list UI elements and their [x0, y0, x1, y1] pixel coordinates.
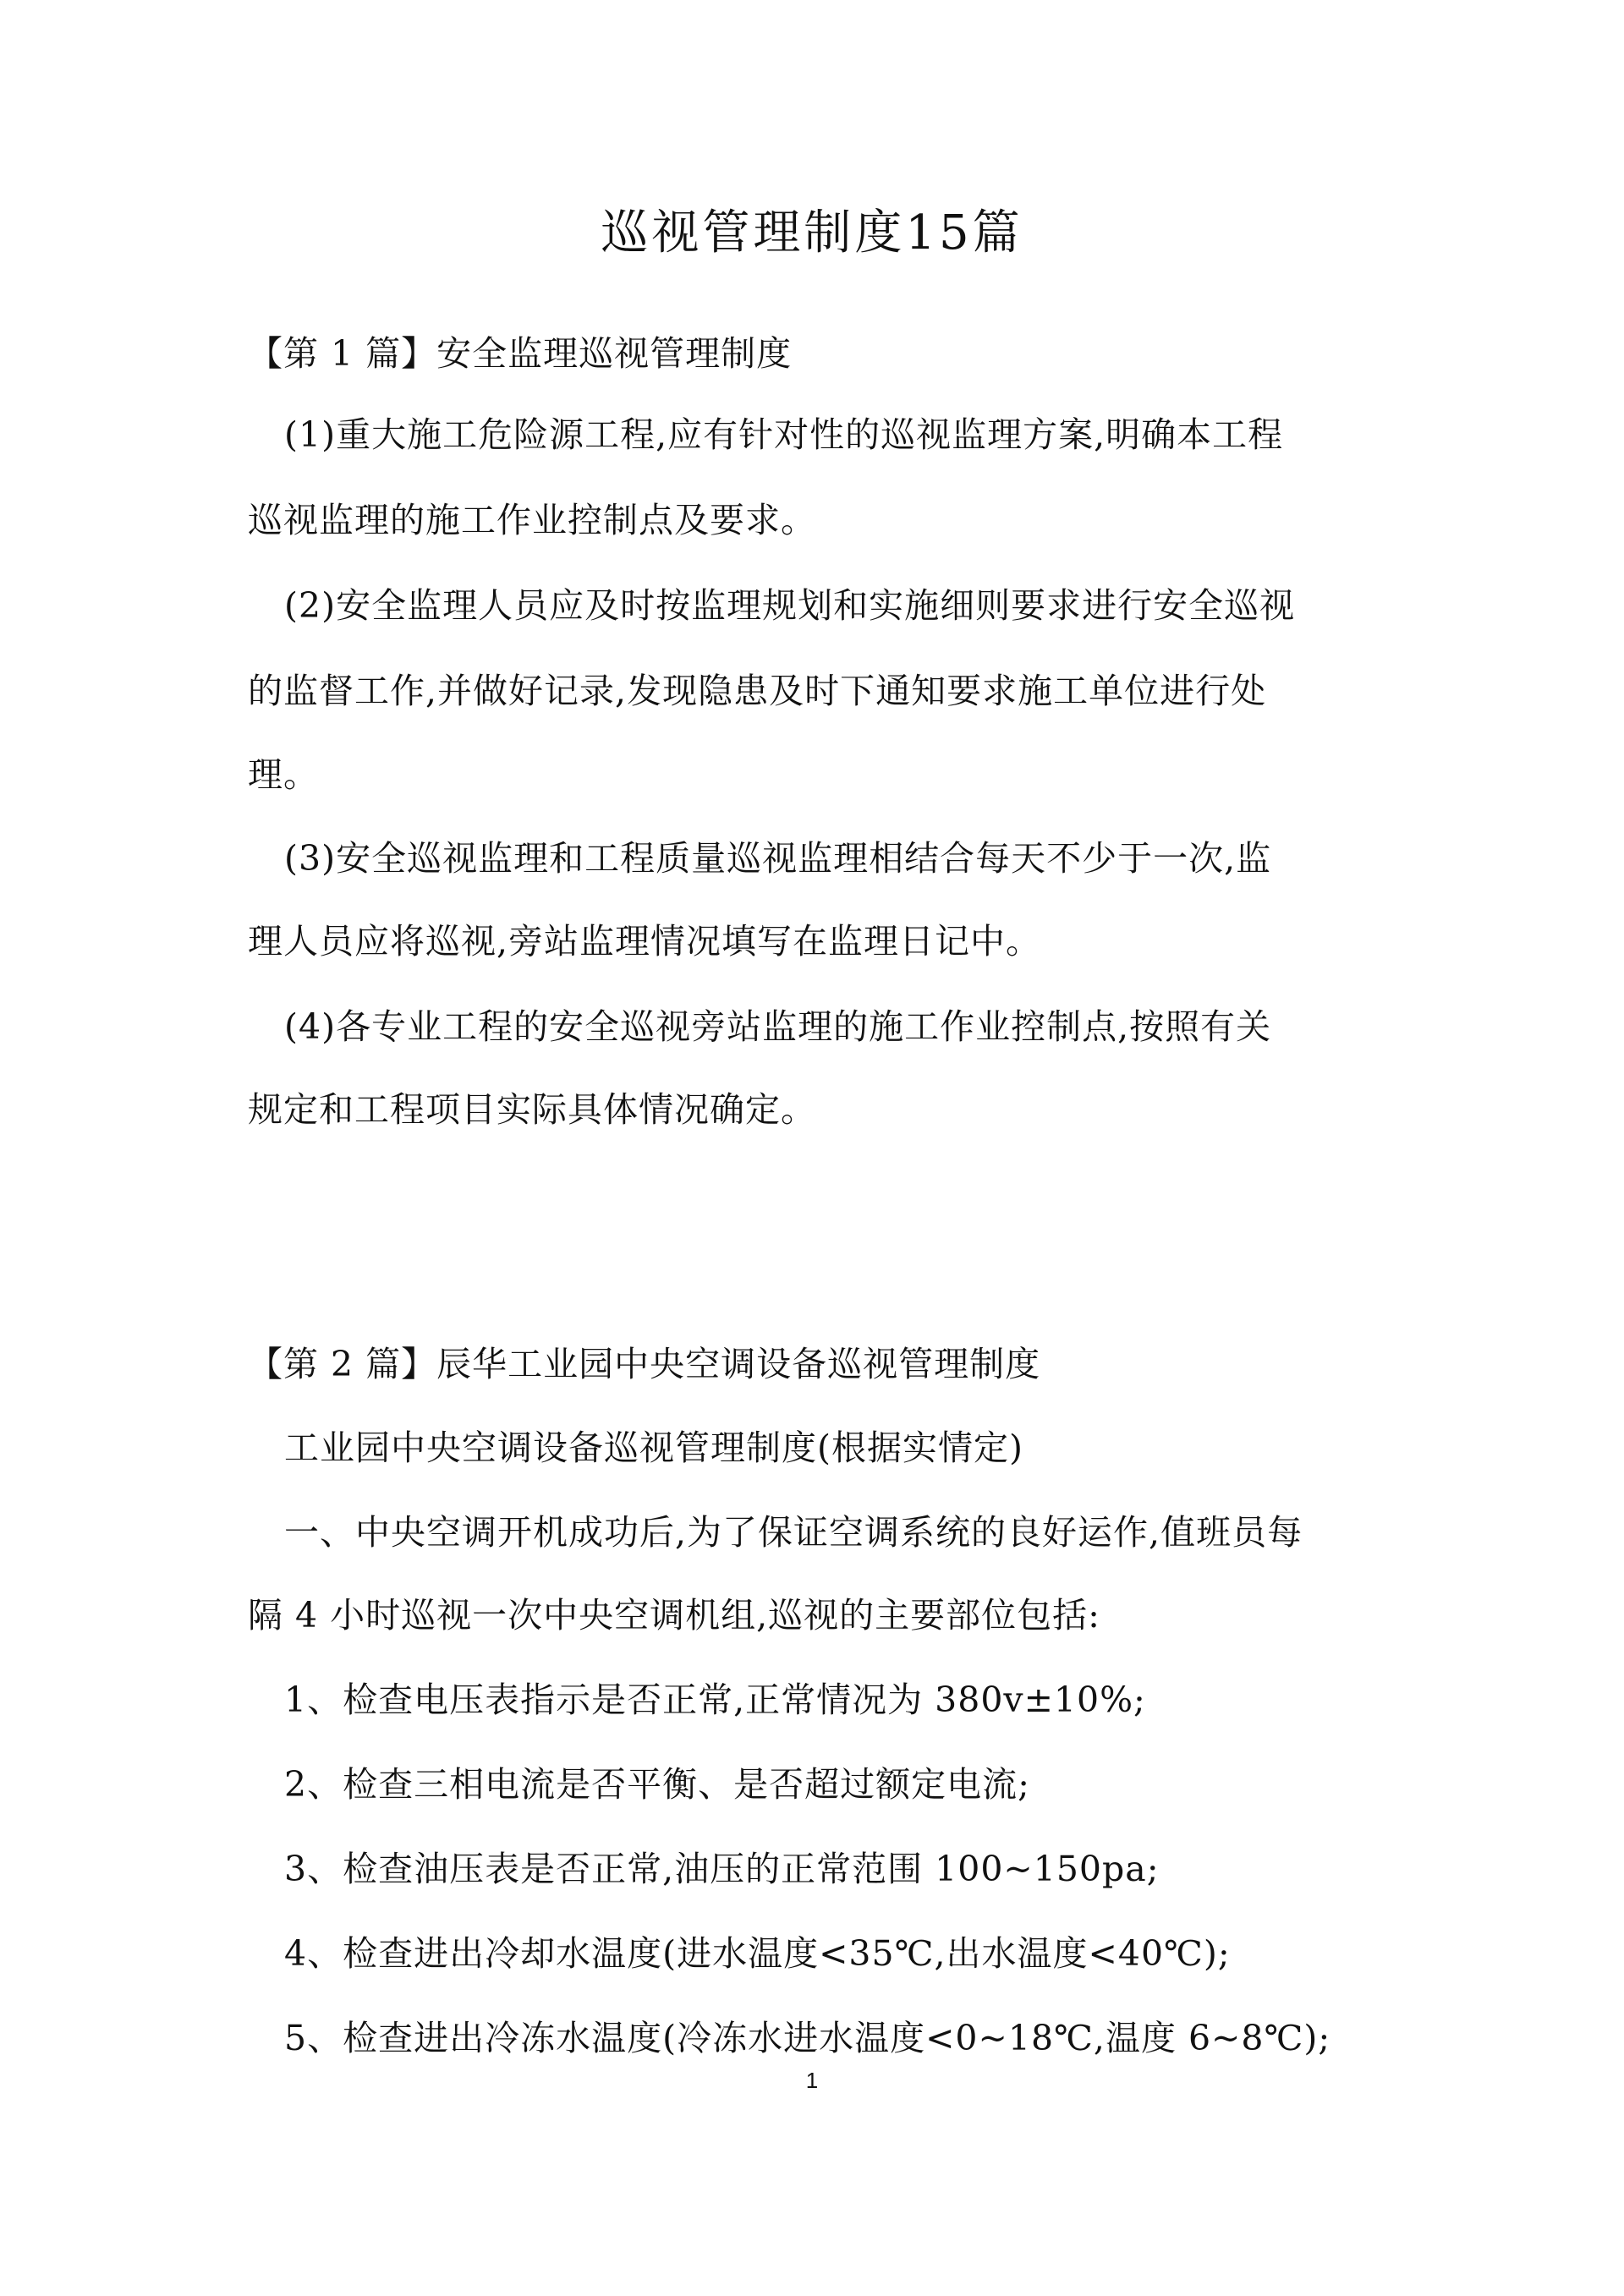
section-2-line: 隔 4 小时巡视一次中央空调机组,巡视的主要部位包括: [248, 1595, 1100, 1636]
section-1-line: (4)各专业工程的安全巡视旁站监理的施工作业控制点,按照有关 [284, 1006, 1272, 1047]
section-1-heading: 【第 1 篇】安全监理巡视管理制度 [248, 333, 793, 374]
section-1-line: (2)安全监理人员应及时按监理规划和实施细则要求进行安全巡视 [284, 585, 1296, 626]
section-1-line: (1)重大施工危险源工程,应有针对性的巡视监理方案,明确本工程 [284, 414, 1284, 455]
section-2-line: 4、检查进出冷却水温度(进水温度<35℃,出水温度<40℃); [284, 1933, 1231, 1974]
section-2-line: 3、检查油压表是否正常,油压的正常范围 100~150pa; [284, 1849, 1160, 1889]
document-title: 巡视管理制度15篇 [601, 205, 1023, 260]
section-2-heading: 【第 2 篇】辰华工业园中央空调设备巡视管理制度 [248, 1344, 1041, 1384]
section-1-line: 理。 [248, 754, 319, 795]
page-number: 1 [805, 2068, 819, 2093]
section-1-line: 的监督工作,并做好记录,发现隐患及时下通知要求施工单位进行处 [248, 671, 1267, 711]
section-1-line: 规定和工程项目实际具体情况确定。 [248, 1089, 816, 1130]
section-2-line: 工业园中央空调设备巡视管理制度(根据实情定) [284, 1427, 1023, 1468]
section-2-line: 1、检查电压表指示是否正常,正常情况为 380v±10%; [284, 1680, 1146, 1720]
section-2-line: 5、检查进出冷冻水温度(冷冻水进水温度<0~18℃,温度 6~8℃); [284, 2018, 1331, 2058]
section-2-line: 2、检查三相电流是否平衡、是否超过额定电流; [284, 1764, 1030, 1805]
section-1-line: 巡视监理的施工作业控制点及要求。 [248, 500, 816, 540]
section-1-line: (3)安全巡视监理和工程质量巡视监理相结合每天不少于一次,监 [284, 838, 1272, 879]
section-1-line: 理人员应将巡视,旁站监理情况填写在监理日记中。 [248, 921, 1042, 962]
section-2-line: 一、中央空调开机成功后,为了保证空调系统的良好运作,值班员每 [284, 1512, 1303, 1553]
